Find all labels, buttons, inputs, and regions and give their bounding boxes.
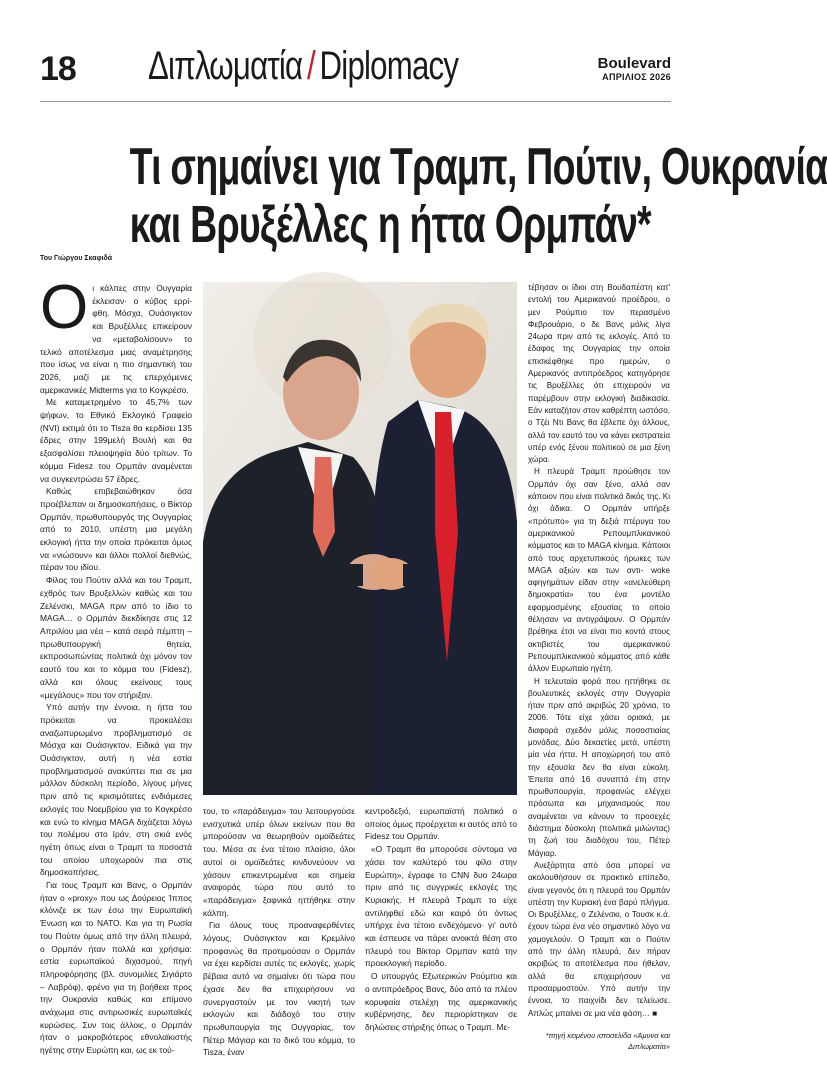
paragraph: Η τελευταία φορά που ηττήθηκε σε βουλευτικές εκλογές στην Ουγγαρία ήταν πριν από ακριβώς 20 χρόνια, το 2006. Τότε είχε χάσει οριακά, με διαφορά σχεδόν μόλις ποσοστιαίας μονάδας. Δύο δεκαετίες μετά, υπέστη μία νέα ήττα. Η αποχώρησή του από την εξουσία δεν θα είναι εύκολη. Έπειτα από 16 συναπτά έτη στην πρωθυπουργία, προφανώς ελέγχει πρόσωπα και μηχανισμούς που αναμένεται να κάνουν το προσεχές διάστημα δύσκολη (πολιτικά μιλώντας) τη ζωή του διαδόχου του, Πέτερ Μάγιαρ. [528, 676, 670, 858]
brand-name: Boulevard [597, 55, 671, 72]
text-column-1 [40, 273, 192, 1057]
headline-line-2: και Βρυξέλλες η ήττα Ορμπάν* [129, 196, 651, 254]
paragraph: Ανεξάρτητα από όσα μπορεί να ακολουθήσουν σε πρακτικό επίπεδο, είναι γεγονός ότι η πλευρά του Ορμπάν υπέστη την Κυριακή ένα βαρύ πλήγμα. Οι Βρυξέλλες, ο Ζελένσκι, ο Τουσκ κ.ά. έχουν τώρα ένα νέο σημαντικό λόγο να χαμογελούν. Ο Τραμπ και ο Πούτιν από την άλλη πλευρά, δεν πήραν ακριβώς το αποτέλεσμα που ήθελαν, αλλά θα επιχειρήσουν να προσαρμοστούν. Υπό αυτήν την έννοια, το παιχνίδι δεν τελείωσε. Απλώς μπαίνει σε μια νέα φάση… ■ [528, 860, 670, 1018]
text-column-4 [528, 282, 670, 1020]
paragraph: Η πλευρά Τραμπ προώθησε τον Ορμπάν όχι σαν ξένο, αλλά σαν κάποιον που είναι πολιτικά δικός της. Κι όχι άδικα. Ο Ορμπάν υπήρξε «πρότυπο» για τη δεξιά πτέρυγα του αμερικανικού Ρεπουμπλικανικού κόμματος και το MAGA κίνημα. Κάποιοι από τους αρχετυπικούς ήρωκες των MAGA αξιών και των αντι- woke αφηγημάτων είδαν στην «ανελεύθερη δημοκρατία» του ένα μοντέλο εφαρμοσμένης εξουσίας το οποίο θέλησαν να αντιγράψουν. Ο Ορμπάν βρέθηκε έτσι να είναι πιο κοντά στους ακτιβιστές του αμερικανικού Ρεπουμπλικανικού κόμματος από κάθε άλλον Ευρωπαίο ηγέτη. [528, 467, 670, 674]
dropcap: Ο [40, 273, 89, 342]
paragraph: Για τους Τραμπ και Βανς, ο Ορμπάν ήταν ο «proxy» που ως Δούρειος Ίππος κλόνιζε εκ των έσω την Ευρωπαϊκή Ένωση και το ΝΑΤΟ. Και για τη Ρωσία του Πούτιν όμως από την άλλη πλευρά, ο Ορμπάν ήταν πολλά και χρήσιμα: εστία ευρωπαϊκού διχασμού, πηγή πληροφόρησης (βλ. συνομιλίες Σιγιάρτο – Λαβρόφ), φρένο για τη βοήθεια προς την Ουκρανία καθώς και επίμονο ανάχωμα στις αντιρωσικές ευρωπαϊκές κυρώσεις. Συν τοις άλλοις, ο Ορμπάν ήταν ο μακροβιότερος εθνολαϊκιστής ηγέτης στην Ευρώπη και, ως εκ τού- [40, 880, 192, 1056]
section-english: Diplomacy [319, 44, 459, 88]
page-number: 18 [40, 50, 76, 88]
section-title [148, 44, 458, 89]
text-column-2 [203, 805, 355, 1059]
paragraph: Ο υπουργός Εξωτερικών Ρούμπιο και ο αντιπρόεδρος Βανς, δύο από τα πλέον κορυφαία στελέχη της αμερικανικής κυβέρνησης, δεν περιορίστηκαν σε δηλώσεις στήριξης όπως ο Τραμπ. Με- [365, 971, 517, 1032]
paragraph: Για όλους τους προαναφερθέντες λόγους, Ουάσιγκτον και Κρεμλίνο προφανώς θα προτιμούσαν ο Ορμπάν να έχει κερδίσει αυτές τις εκλογές, χωρίς βέβαια αυτό να σημαίνει ότι τώρα που έχασε δεν θα επιχειρήσουν να συνεργαστούν με τον νικητή των εκλογών και διάδοχό του στην πρωθυπουργία της Ουγγαρίας, τον Πέτερ Μάγιαρ και το δικό του κόμμα, το Tisza, έναν [203, 920, 355, 1058]
paragraph: του, το «παράδειγμα» του λειτουργούσε ενισχυτικά υπέρ όλων εκείνων που θα μπορούσαν να θεωρηθούν ομοϊδεάτες του. Μέσα σε ένα τέτοιο πλαίσιο, όλοι αυτοί οι ομοϊδεάτες κινδυνεύουν να χάσουν επικεντρωμένα και σημεία αναφοράς τώρα που αυτό το «παράδειγμα» ξαφνικά ηττήθηκε στην κάλπη. [203, 806, 355, 918]
byline: Του Γιώργου Σκαφιδά [40, 255, 113, 262]
handshake-photo-illustration [203, 282, 517, 795]
paragraph: Φίλος του Πούτιν αλλά και του Τραμπ, εχθρός των Βρυξελλών καθώς και του Ζελένσκι, MAGA πριν από το ίδιο το MAGA… ο Ορμπάν διεκδίκησε στις 12 Απριλίου μια νέα – κατά σειρά πέμπτη – πρωθυπουργική θητεία, εκπροσωπώντας πολιτικά όχι μόνον τον εαυτό του και το κόμμα του (Fidesz), αλλά και όλους εκείνους τους «μεγάλους» που τον στήριξαν. [40, 575, 192, 700]
section-greek: Διπλωματία [148, 44, 303, 88]
paragraph: «Ο Τραμπ θα μπορούσε σύντομα να χάσει τον καλύτερό του φίλο στην Ευρώπη», έγραφε το CNN δυο 24ωρα πριν από τις συγγρικές εκλογές της Κυριακής. Η πλευρά Τραμπ το είχε αντιληφθεί εδώ και καιρό ότι όντως υπήρχε ένα τέτοιο ενδεχόμενο· γι' αυτό και έσπευσε να πάρει ανοικτά θέση στο πλευρό του Βίκτορ Ορμπαν κατά την προεκλογική περίοδο. [365, 844, 517, 969]
header-rule [40, 101, 671, 102]
section-slash: / [306, 44, 315, 88]
article-photo [203, 282, 517, 795]
paragraph: Με καταμετρημένο το 45,7% των ψήφων, το Εθνικό Εκλογικό Γραφείο (NVI) εκτιμά ότι το Tisza θα κερδίσει 135 έδρες στην 199μελή Βουλή και θα εξασφαλίσει πλειοψηφία δύο τρίτων. Το κόμμα Fidesz του Ορμπάν αναμένεται να συγκεντρώσει 57 έδρες. [40, 397, 192, 484]
article-headline [129, 138, 827, 254]
magazine-brand [598, 56, 671, 83]
paragraph: Καθώς επιβεβαιώθηκαν όσα προέβλεπαν οι δημοσκοπήσεις, ο Βίκτορ Ορμπάν, πρωθυπουργός της Ουγγαρίας από το 2010, υπέστη μια μεγάλη εκλογική ήττα την οποία πρόκειται όμως να «νιώσουν» και άλλοι πολλοί διεθνώς, πέραν του ιδίου. [40, 486, 192, 573]
paragraph: ι κάλπες στην Ουγγαρία έκλεισαν· ο κύβος ερρί-φθη. Μόσχα, Ουάσιγκτον και Βρυξέλλες επικείρουν να «μεταβολίσουν» το τελικό αποτέλεσμα μιας αναμέτρησης που ίσως να είναι η πιο σημαντική του 2026, μαζί με τις επερχόμενες αμερικανικές Midterms για το Κογκρέσο. [40, 283, 192, 395]
paragraph: κεντροδεξιό, ευρωπαϊστή πολιτικό ο οποίος όμως προέρχεται κι αυτός από το Fidesz του Ορμπάν. [365, 806, 517, 842]
source-footnote: *πηγή κειμένου ιστοσελίδα «Άμυνα και Διπλωματία» [545, 1031, 670, 1051]
paragraph: τέβησαν οι ίδιοι στη Βουδαπέστη κατ' εντολή του Αμερικανού προέδρου, ο μεν Ρούμπιο τον περασμένο Φεβρουάριο, ο δε Βανς μόλις λίγα 24ωρα πριν από τις εκλογές. Από το έδαφος της Ουγγαρίας την οποία επισκέφθηκε προ ημερών, ο Αμερικανός αντιπρόεδρος κατηγόρησε τις Βρυξέλλες ότι επιχειρούν να παρέμβουν στην εκλογική διαδικασία. Εάν καταζήτον στον καθρέπτη ωστόσο, ο Τζέι Ντι Βανς θα έβλεπε όχι άλλους, αλλά τον εαυτό του να κάνει εκστρατεία υπέρ ενός ξένου πολιτικού σε μια ξένη χώρα. [528, 283, 670, 465]
issue-date: ΑΠΡΙΛΙΟΣ 2026 [602, 72, 671, 82]
headline-line-1: Τι σημαίνει για Τραμπ, Πούτιν, Ουκρανία [129, 138, 827, 196]
paragraph: Υπό αυτήν την έννοια, η ήττα του πρόκειται να προκαλέσει αναζωπυρωμένο προβληματισμό σε Μόσχα και Ουάσιγκτον. Ειδικά για την Ουάσιγκτον, αυτή η νέα εστία προβληματισμού ανακύπτει πια σε μια μάλλον δύσκολη περίοδο, λίγους μήνες πριν από τις κρισιμότατες ενδιάμεσες εκλογές του Νοεμβρίου για το Κογκρέσο και ενώ το κίνημα MAGA διχάζεται λόγω του πολέμου στο Ιράν, στη σκιά ενός ηγέτη όπως είναι ο Τραμπ τα ποσοστά του οποίου υποχωρούν πια στις δημοσκοπήσεις. [40, 702, 192, 878]
text-column-3 [365, 805, 517, 1034]
